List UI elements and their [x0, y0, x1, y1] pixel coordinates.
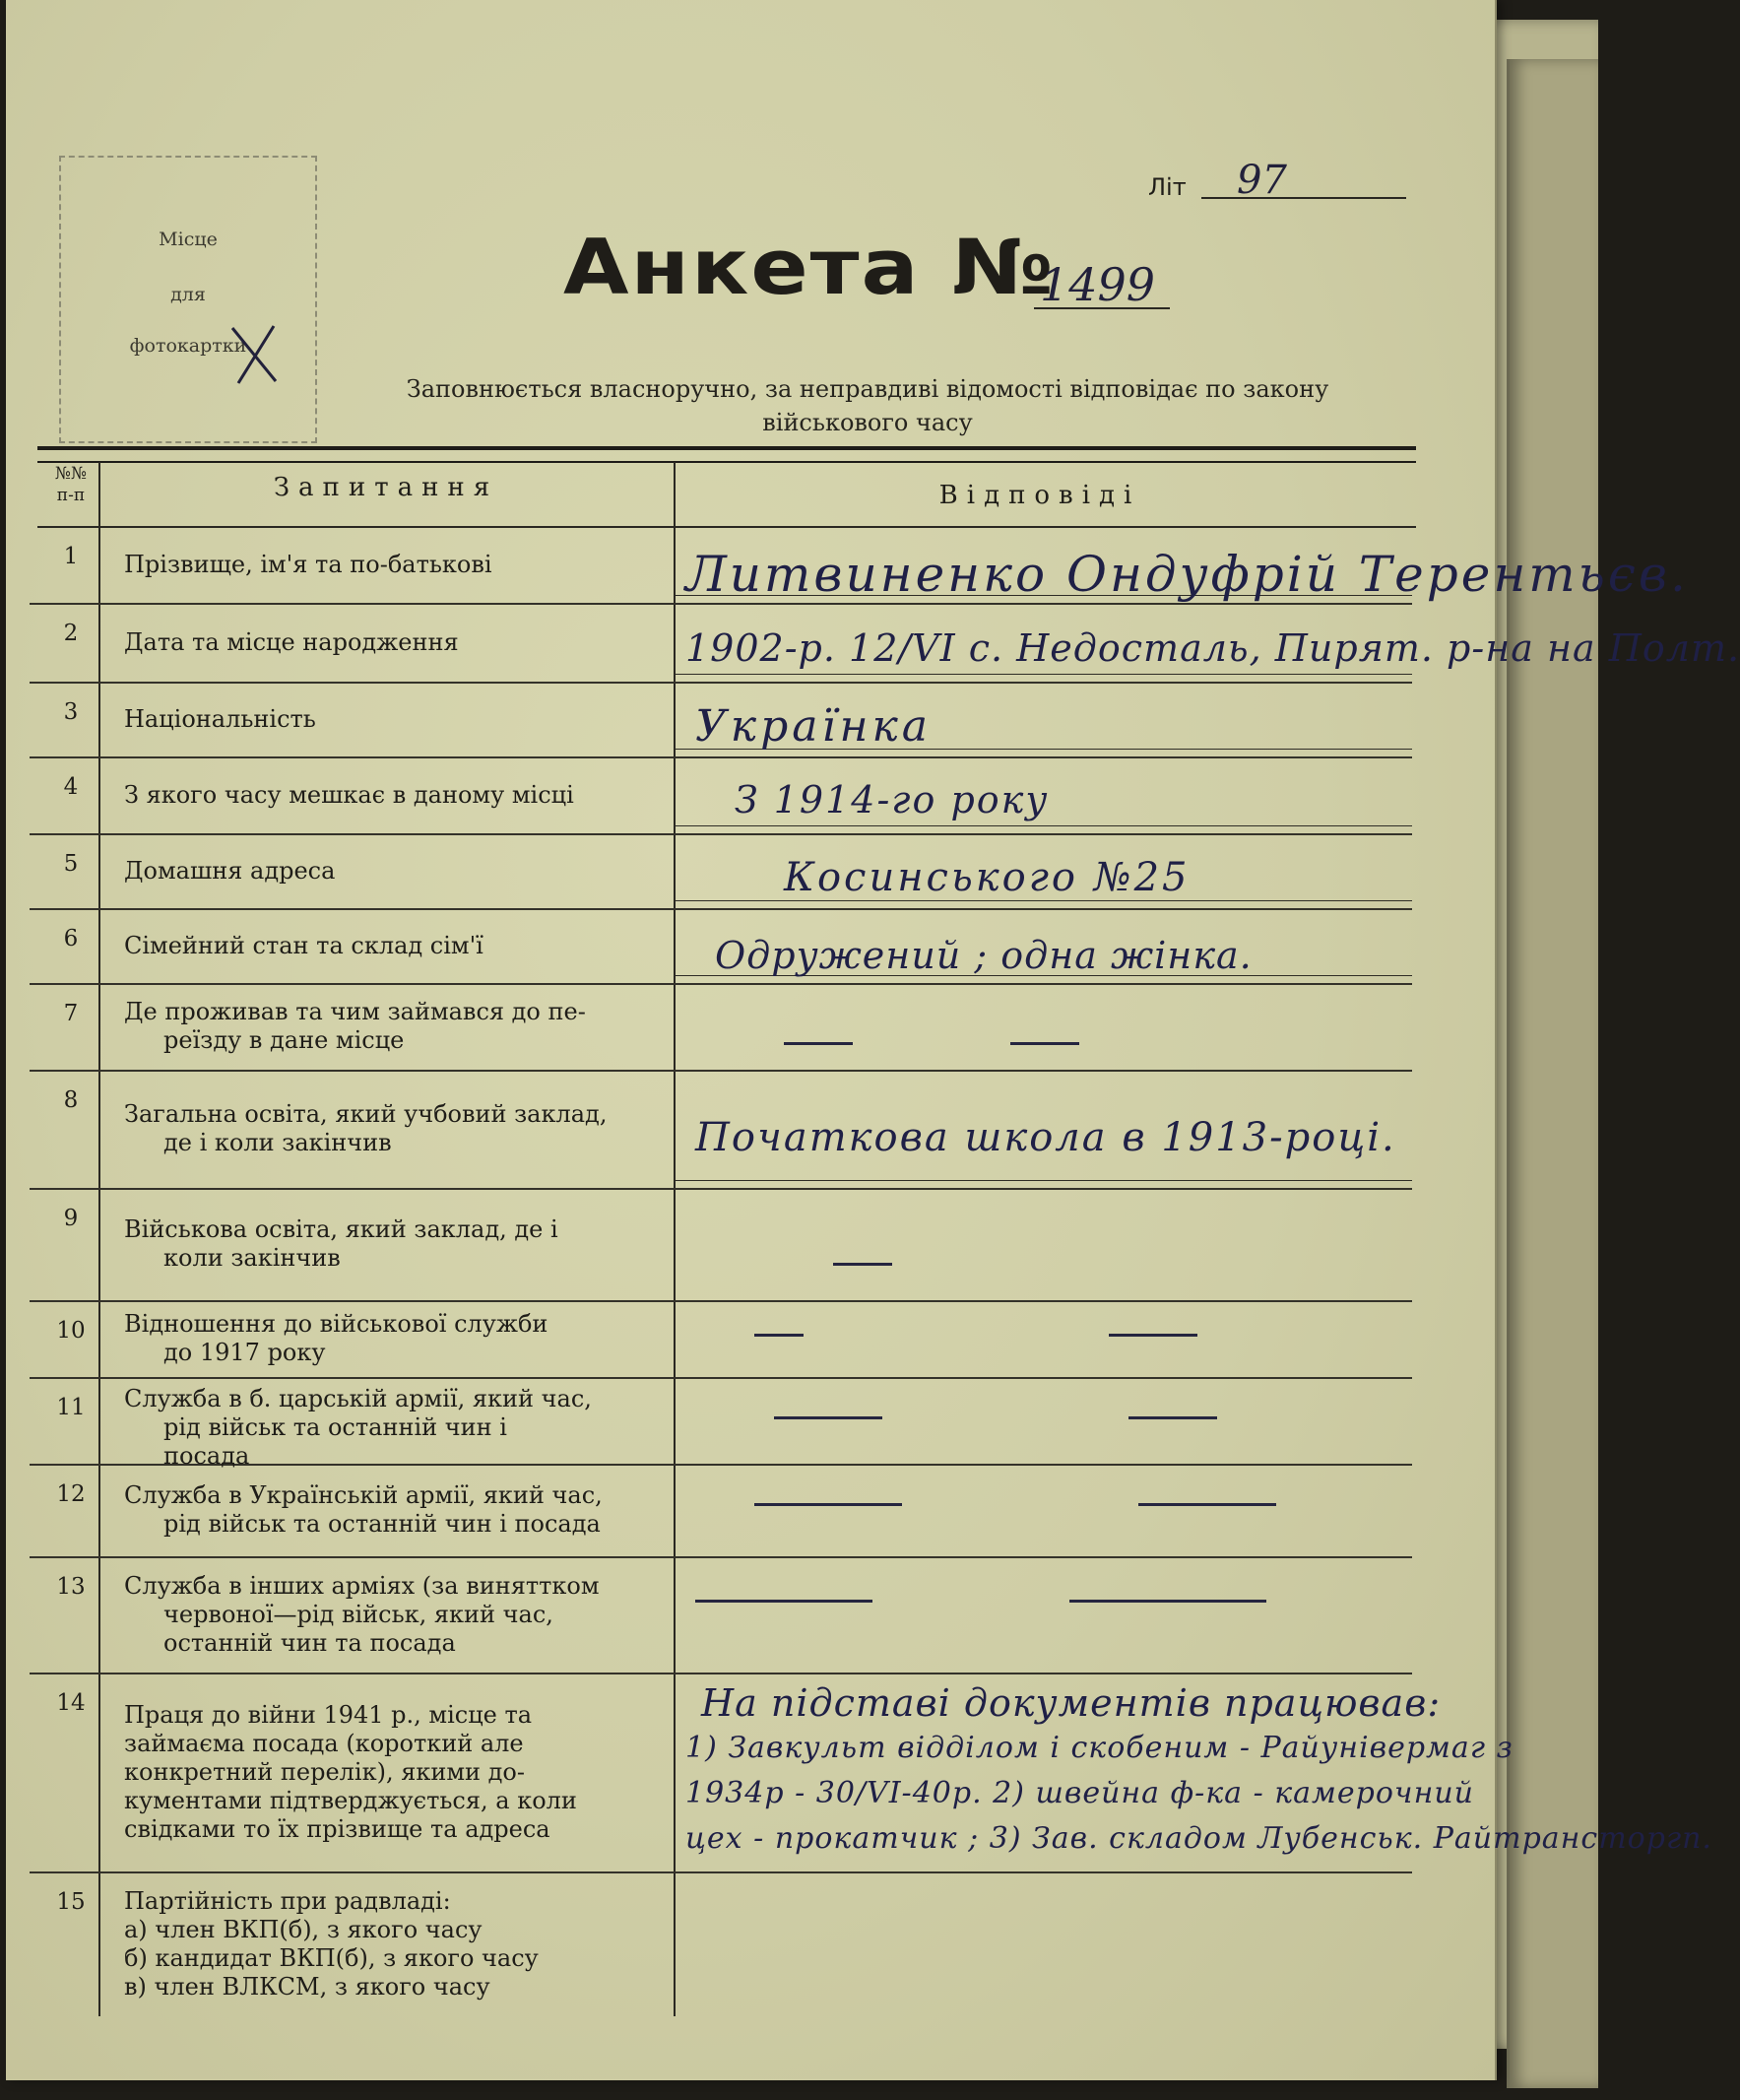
row-number: 9 [63, 1206, 79, 1231]
row-number: 2 [63, 621, 79, 646]
answer-line: Литвиненко Ондуфрій Терентьєв. [685, 546, 1689, 603]
column-divider-2 [674, 462, 676, 2016]
question-text [124, 705, 658, 734]
question-line: в) член ВЛКСМ, з якого часу [124, 1973, 490, 2001]
handwritten-answer [685, 1680, 1712, 1862]
answer-line: 1) Завкульт відділом і скобеним - Райунівермаг з [685, 1731, 1514, 1765]
row-separator [30, 1188, 1412, 1190]
question-text [124, 628, 658, 657]
dash-mark [1010, 1042, 1079, 1045]
row-number: 8 [63, 1087, 79, 1113]
question-line: Служба в Українській армії, який час, [124, 1481, 603, 1509]
dash-mark [1109, 1334, 1197, 1337]
question-line: Загальна освіта, який учбовий заклад, [124, 1100, 608, 1128]
dash-mark [1138, 1503, 1276, 1506]
handwritten-cross-mark [225, 320, 284, 389]
lit-underline [1201, 197, 1406, 199]
header-question-column: Запитання [273, 473, 499, 502]
photo-label-1: Місце [159, 229, 218, 250]
question-text [124, 551, 658, 579]
question-line: Домашня адреса [124, 856, 336, 885]
answer-underline [676, 825, 1412, 826]
table-top-rule-thin [37, 461, 1416, 463]
row-number: 11 [56, 1395, 86, 1420]
question-line: а) член ВКП(б), з якого часу [124, 1916, 483, 1943]
photo-label-2: для [170, 284, 206, 305]
page-title: Анкета № [563, 224, 1056, 312]
questionnaire-page [6, 0, 1740, 2080]
dash-mark [833, 1263, 892, 1266]
question-line: Національність [124, 704, 316, 733]
handwritten-answer [695, 1115, 1396, 1160]
header-no-line1: №№ [54, 464, 88, 484]
question-text [124, 1215, 658, 1273]
question-text [124, 998, 658, 1055]
table-top-rule [37, 446, 1416, 450]
dash-mark [784, 1042, 853, 1045]
answer-line: Одружений ; одна жінка. [715, 934, 1253, 977]
row-number: 3 [63, 699, 79, 725]
row-number: 14 [56, 1690, 86, 1716]
answer-line: Початкова школа в 1913-році. [695, 1115, 1396, 1160]
row-number: 5 [63, 851, 79, 877]
handwritten-answer [685, 546, 1689, 603]
subtitle [331, 372, 1404, 439]
dash-mark [754, 1334, 804, 1337]
row-separator [30, 1300, 1412, 1302]
question-line: Де проживав та чим займався до пе- [124, 998, 586, 1025]
question-text [124, 781, 658, 810]
row-number: 10 [56, 1318, 86, 1344]
answer-line: З 1914-го року [735, 778, 1050, 821]
question-line: З якого часу мешкає в даному місці [124, 780, 574, 809]
row-number: 1 [63, 544, 79, 569]
question-line: кументами підтверджується, а коли [124, 1786, 577, 1814]
header-number-column [41, 463, 100, 506]
handwritten-answer [695, 701, 932, 752]
dash-mark [774, 1416, 882, 1419]
column-divider-1 [98, 462, 100, 2016]
question-line: останній чин та посада [163, 1628, 456, 1657]
photo-placeholder [59, 156, 317, 443]
answer-line: 1934р - 30/VI-40р. 2) швейна ф-ка - камерочний [685, 1776, 1474, 1810]
row-separator [30, 908, 1412, 910]
row-separator [30, 983, 1412, 985]
handwritten-answer [784, 855, 1190, 900]
row-number: 4 [63, 774, 79, 800]
question-text [124, 1572, 658, 1658]
question-line: Прізвище, ім'я та по-батькові [124, 550, 492, 578]
row-separator [30, 1556, 1412, 1558]
form-number: 1499 [1040, 258, 1156, 311]
answer-line: Українка [695, 701, 933, 752]
answer-line: 1902-р. 12/VI с. Недосталь, Пирят. р-на на Полт. [685, 626, 1740, 670]
photo-label-3: фотокартки [129, 335, 247, 357]
question-line: Партійність при радвладі: [124, 1887, 451, 1915]
question-line: реїзду в дане місце [163, 1026, 405, 1054]
row-number: 6 [63, 926, 79, 952]
question-line: свідками то їх прізвище та адреса [124, 1814, 550, 1843]
question-text [124, 932, 658, 960]
question-line: займаєма посада (короткий але [124, 1729, 524, 1757]
answer-line: Косинського №25 [784, 855, 1191, 900]
row-separator [30, 1871, 1412, 1873]
question-line: б) кандидат ВКП(б), з якого часу [124, 1944, 539, 1972]
question-line: коли закінчив [163, 1244, 341, 1272]
handwritten-answer [715, 934, 1253, 977]
question-text [124, 1701, 658, 1844]
row-separator [30, 603, 1412, 605]
dash-mark [1128, 1416, 1217, 1419]
row-separator [30, 756, 1412, 758]
handwritten-answer [685, 626, 1740, 670]
question-line: Військова освіта, який заклад, де і [124, 1215, 558, 1243]
lit-handwritten-value: 97 [1237, 158, 1287, 203]
row-number: 7 [63, 1001, 79, 1026]
subtitle-line-2: військового часу [762, 409, 973, 436]
question-text [124, 857, 658, 886]
row-separator [30, 1673, 1412, 1674]
handwritten-answer [735, 778, 1049, 821]
question-line: Праця до війни 1941 р., місце та [124, 1700, 533, 1729]
row-separator [30, 1070, 1412, 1072]
row-number: 13 [56, 1574, 86, 1600]
question-text [124, 1481, 658, 1539]
question-text [124, 1385, 658, 1471]
row-number: 15 [56, 1889, 86, 1915]
question-line: Відношення до військової служби [124, 1310, 548, 1338]
question-line: рід військ та останній чин і [163, 1413, 507, 1441]
subtitle-line-1: Заповнюється власноручно, за неправдиві відомості відповідає по закону [406, 375, 1329, 403]
header-answer-column: Відповіді [938, 481, 1141, 510]
row-number: 12 [56, 1481, 86, 1507]
answer-underline [676, 900, 1412, 901]
answer-underline [676, 674, 1412, 675]
question-line: Служба в б. царській армії, який час, [124, 1385, 592, 1412]
question-line: рід військ та останній чин і посада [163, 1510, 601, 1538]
question-line: конкретний перелік), якими до- [124, 1757, 525, 1786]
question-line: Сімейний стан та склад сім'ї [124, 931, 483, 959]
lit-label: Літ [1148, 173, 1187, 201]
answer-line: На підставі документів працював: [701, 1681, 1442, 1725]
header-bottom-rule [37, 526, 1416, 528]
question-line: де і коли закінчив [163, 1129, 392, 1156]
question-text [124, 1100, 658, 1157]
question-text [124, 1310, 658, 1367]
question-line: до 1917 року [163, 1339, 326, 1366]
question-line: Дата та місце народження [124, 627, 459, 656]
dash-mark [1069, 1600, 1266, 1603]
question-line: червоної—рід військ, який час, [163, 1600, 553, 1628]
question-line: Служба в інших арміях (за виняттком [124, 1571, 600, 1600]
dash-mark [754, 1503, 902, 1506]
header-no-line2: п-п [56, 486, 86, 505]
answer-line: цех - прокатчик ; 3) Зав. складом Лубенськ. Райтрансторгп. [685, 1821, 1712, 1856]
row-separator [30, 1377, 1412, 1379]
row-separator [30, 833, 1412, 835]
dash-mark [695, 1600, 872, 1603]
question-text [124, 1887, 658, 2002]
row-separator [30, 682, 1412, 684]
question-line: посада [163, 1442, 250, 1470]
answer-underline [676, 1180, 1412, 1181]
